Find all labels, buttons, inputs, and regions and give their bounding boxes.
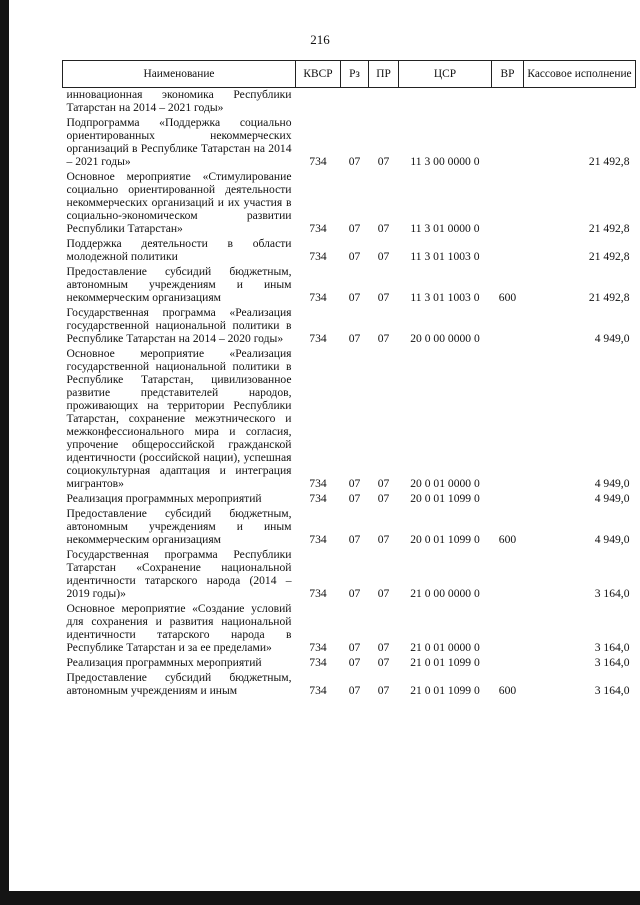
cell-pr: 07 [377, 587, 390, 600]
table-row [63, 170, 636, 237]
table-row [63, 306, 636, 347]
table-row [63, 88, 636, 117]
cell-amount: 4 949,0 [594, 332, 630, 345]
cell-kvsr: 734 [309, 222, 327, 235]
table-row [63, 656, 636, 671]
cell-csr: 11 3 01 1003 0 [410, 250, 480, 263]
cell-vr [492, 170, 524, 237]
cell-name: инновационная экономика Республики Татарстан на 2014 – 2021 годы» [66, 88, 292, 114]
cell-pr: 07 [377, 155, 390, 168]
cell-name: Предоставление субсидий бюджетным, автономным учреждениям и иным некоммерческим организациям [66, 265, 292, 304]
cell-pr: 07 [377, 684, 390, 697]
cell-pr: 07 [377, 656, 390, 669]
cell-kvsr: 734 [309, 332, 327, 345]
cell-kvsr: 734 [309, 684, 327, 697]
cell-name: Реализация программных мероприятий [66, 656, 262, 669]
table-row [63, 237, 636, 265]
cell-vr: 600 [498, 291, 517, 304]
table-header-row [63, 61, 636, 88]
cell-pr: 07 [377, 477, 390, 490]
cell-name: Реализация программных мероприятий [66, 492, 262, 505]
cell-kvsr: 734 [309, 250, 327, 263]
cell-rz: 07 [348, 656, 361, 669]
cell-rz: 07 [348, 684, 361, 697]
cell-amount: 3 164,0 [594, 587, 630, 600]
cell-kvsr: 734 [309, 641, 327, 654]
header-csr: ЦСР [399, 61, 492, 88]
header-amount: Кассовое исполнение [524, 61, 636, 88]
cell-amount: 21 492,8 [588, 291, 630, 304]
cell-vr [492, 88, 524, 117]
cell-pr: 07 [377, 641, 390, 654]
cell-csr: 20 0 01 1099 0 [410, 533, 480, 546]
table-row [63, 507, 636, 548]
table-row [63, 602, 636, 656]
cell-rz: 07 [348, 477, 361, 490]
cell-amount: 4 949,0 [594, 492, 630, 505]
cell-amount: 21 492,8 [588, 155, 630, 168]
cell-csr: 11 3 01 0000 0 [410, 222, 480, 235]
cell-pr [369, 88, 399, 117]
table-row [63, 492, 636, 507]
cell-name: Поддержка деятельности в области молодежной политики [66, 237, 292, 263]
cell-vr [492, 347, 524, 492]
cell-vr: 600 [498, 533, 517, 546]
cell-pr: 07 [377, 291, 390, 304]
scan-left-edge [0, 0, 9, 905]
cell-rz [341, 88, 369, 117]
cell-rz: 07 [348, 533, 361, 546]
cell-amount: 21 492,8 [588, 250, 630, 263]
table-row [63, 347, 636, 492]
cell-csr: 20 0 01 0000 0 [410, 477, 480, 490]
cell-csr: 21 0 01 1099 0 [410, 656, 480, 669]
cell-vr [492, 306, 524, 347]
cell-amount: 4 949,0 [594, 477, 630, 490]
cell-kvsr: 734 [309, 291, 327, 304]
cell-rz: 07 [348, 222, 361, 235]
cell-vr [492, 548, 524, 602]
cell-pr: 07 [377, 492, 390, 505]
header-pr: ПР [369, 61, 399, 88]
cell-rz: 07 [348, 492, 361, 505]
cell-csr: 11 3 00 0000 0 [410, 155, 480, 168]
cell-name: Основное мероприятие «Создание условий для сохранения и развития национальной идентичности татарского народа в Республике Татарстан и за ее пределами» [66, 602, 292, 654]
cell-csr: 21 0 01 0000 0 [410, 641, 480, 654]
cell-kvsr: 734 [309, 492, 327, 505]
cell-kvsr: 734 [309, 533, 327, 546]
cell-name: Подпрограмма «Поддержка социально ориентированных некоммерческих организаций в Республике Татарстан на 2014 – 2021 годы» [66, 116, 292, 168]
cell-amount [524, 88, 636, 117]
cell-name: Государственная программа Республики Татарстан «Сохранение национальной идентичности татарского народа (2014 – 2019 годы)» [66, 548, 292, 600]
cell-amount: 4 949,0 [594, 533, 630, 546]
cell-rz: 07 [348, 250, 361, 263]
header-rz: Рз [341, 61, 369, 88]
cell-pr: 07 [377, 222, 390, 235]
cell-kvsr: 734 [309, 477, 327, 490]
cell-vr: 600 [498, 684, 517, 697]
cell-kvsr: 734 [309, 155, 327, 168]
budget-table [62, 60, 636, 699]
cell-name: Основное мероприятие «Стимулирование социально ориентированной деятельности некоммерческих организаций и их участия в социально-экономическом развитии Республики Татарстан» [66, 170, 292, 235]
table-row [63, 548, 636, 602]
cell-csr [399, 88, 492, 117]
cell-pr: 07 [377, 250, 390, 263]
cell-rz: 07 [348, 641, 361, 654]
cell-pr: 07 [377, 332, 390, 345]
table-row [63, 116, 636, 170]
cell-amount: 3 164,0 [594, 684, 630, 697]
page-number: 216 [310, 32, 330, 47]
cell-rz: 07 [348, 332, 361, 345]
cell-amount: 3 164,0 [594, 641, 630, 654]
cell-vr [492, 602, 524, 656]
cell-pr: 07 [377, 533, 390, 546]
cell-name: Государственная программа «Реализация государственной национальной политики в Республике Татарстан на 2014 – 2020 годы» [66, 306, 292, 345]
cell-vr [492, 656, 524, 671]
cell-csr: 20 0 00 0000 0 [410, 332, 480, 345]
cell-amount: 21 492,8 [588, 222, 630, 235]
cell-vr [492, 492, 524, 507]
cell-kvsr [296, 88, 341, 117]
header-vr: ВР [492, 61, 524, 88]
table-row [63, 265, 636, 306]
table-row [63, 671, 636, 699]
cell-csr: 20 0 01 1099 0 [410, 492, 480, 505]
cell-rz: 07 [348, 587, 361, 600]
header-kvsr: КВСР [296, 61, 341, 88]
cell-vr [492, 237, 524, 265]
cell-kvsr: 734 [309, 656, 327, 669]
cell-amount: 3 164,0 [594, 656, 630, 669]
cell-csr: 21 0 00 0000 0 [410, 587, 480, 600]
cell-kvsr: 734 [309, 587, 327, 600]
header-name: Наименование [63, 61, 296, 88]
scan-bottom-edge [0, 891, 640, 905]
cell-vr [492, 116, 524, 170]
cell-name: Предоставление субсидий бюджетным, автономным учреждениям и иным некоммерческим организациям [66, 507, 292, 546]
cell-name: Предоставление субсидий бюджетным, автономным учреждениям и иным [66, 671, 292, 697]
cell-rz: 07 [348, 155, 361, 168]
cell-csr: 11 3 01 1003 0 [410, 291, 480, 304]
cell-csr: 21 0 01 1099 0 [410, 684, 480, 697]
cell-name: Основное мероприятие «Реализация государственной национальной политики в Республике Татарстан, цивилизованное развитие представителей народов, проживающих на территории Республики Татарстан, сохранение межэтнического и межконфессионального мира и согласия, упрочение общероссийской гражданской идентичности (российской нации), успешная социокультурная адаптация и интеграция мигрантов» [66, 347, 292, 490]
cell-rz: 07 [348, 291, 361, 304]
